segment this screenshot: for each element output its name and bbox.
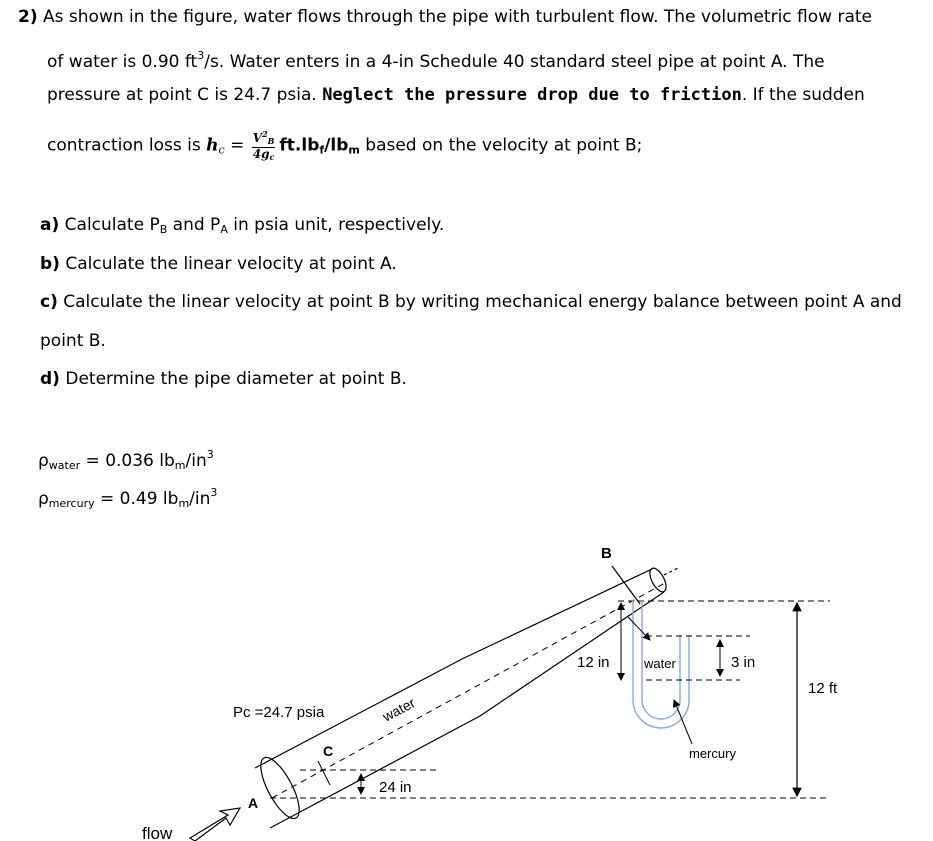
frac-num: V bbox=[252, 131, 263, 145]
question-a-sub1: B bbox=[159, 223, 168, 236]
mercury-density-value: = 0.49 lb bbox=[94, 489, 179, 509]
question-b-text: Calculate the linear velocity at point A. bbox=[59, 254, 397, 274]
problem-text-1: As shown in the figure, water flows through the pipe with turbulent flow. The volumetric flow rate bbox=[43, 7, 872, 27]
frac-num-sup: 2 bbox=[262, 129, 268, 139]
b-pointer-arrow bbox=[628, 617, 650, 640]
pipe-lower-section bbox=[253, 659, 480, 828]
mercury-unit-sup: 3 bbox=[210, 486, 218, 499]
water-density-value: = 0.036 lb bbox=[80, 451, 175, 471]
question-a-label: a) bbox=[40, 215, 60, 235]
pc-label: Pc =24.7 psia bbox=[233, 704, 325, 721]
question-c-label: c) bbox=[40, 292, 58, 312]
problem-text-2b: /s. Water enters in a 4-in Schedule 40 standard steel pipe at point A. The bbox=[204, 52, 825, 72]
problem-text-3-bold: Neglect the pressure drop due to friction bbox=[322, 85, 742, 105]
problem-text-2a: of water is 0.90 ft bbox=[47, 52, 198, 72]
dim-12ft-label: 12 ft bbox=[808, 680, 838, 697]
frac-den: 4g bbox=[252, 147, 270, 161]
problem-text-4b: based on the velocity at point B; bbox=[359, 135, 643, 156]
rho-symbol-water: ρ bbox=[38, 451, 49, 471]
unit-b: /lb bbox=[324, 135, 349, 156]
question-a-pre: Calculate P bbox=[59, 215, 160, 235]
flow-arrow-icon bbox=[190, 808, 240, 841]
hc-sub: c bbox=[218, 143, 225, 157]
question-c-text: Calculate the linear velocity at point B by writing mechanical energy balance between point A and bbox=[57, 292, 902, 312]
frac-den-sub: c bbox=[269, 152, 275, 162]
hc-symbol: h bbox=[206, 135, 219, 156]
mercury-unit-tail: /in bbox=[189, 489, 211, 509]
problem-text-2-sup: 3 bbox=[197, 49, 205, 62]
question-c-text2: point B. bbox=[40, 331, 106, 351]
unit-sub-m: m bbox=[348, 143, 360, 157]
mercury-unit-sub: m bbox=[178, 497, 190, 510]
question-a-sub2: A bbox=[220, 223, 228, 236]
problem-number: 2) bbox=[18, 7, 38, 27]
equals-sign: = bbox=[224, 135, 250, 156]
question-a-mid: and P bbox=[167, 215, 221, 235]
problem-text-4a: contraction loss is bbox=[47, 135, 207, 156]
water-unit-sup: 3 bbox=[206, 448, 214, 461]
dimension-24in bbox=[270, 770, 830, 798]
pipe-water-label: water bbox=[379, 694, 418, 725]
dim-24in-label: 24 in bbox=[379, 779, 412, 796]
unit-a: ft.lb bbox=[279, 135, 320, 156]
question-d-label: d) bbox=[40, 369, 60, 389]
label-a: A bbox=[248, 795, 259, 811]
problem-text-3a: pressure at point C is 24.7 psia. bbox=[47, 85, 323, 105]
manometer-water-label: water bbox=[644, 656, 676, 671]
point-b-cut-line bbox=[612, 566, 640, 604]
question-a-post: in psia unit, respectively. bbox=[227, 215, 445, 235]
pipe-centerline bbox=[272, 583, 665, 798]
question-d-text: Determine the pipe diameter at point B. bbox=[59, 369, 407, 389]
dim-3in-label: 3 in bbox=[731, 654, 756, 671]
flow-label: flow bbox=[142, 824, 173, 841]
mercury-leader-arrow bbox=[674, 700, 692, 744]
problem-text-3b: . If the sudden bbox=[741, 85, 865, 105]
water-unit-tail: /in bbox=[185, 451, 207, 471]
water-unit-sub: m bbox=[174, 459, 186, 472]
dim-12in-label: 12 in bbox=[577, 654, 610, 671]
mercury-label: mercury bbox=[689, 746, 736, 761]
label-c: C bbox=[323, 743, 334, 759]
label-b: B bbox=[601, 545, 612, 562]
point-c-cut-line bbox=[318, 761, 330, 785]
question-b-label: b) bbox=[40, 254, 60, 274]
mercury-sub: mercury bbox=[48, 497, 95, 510]
unit-sub-f: f bbox=[319, 143, 325, 157]
pipe-upper-section bbox=[462, 566, 678, 716]
frac-num-sub: B bbox=[267, 136, 275, 146]
rho-symbol-mercury: ρ bbox=[38, 489, 49, 509]
water-sub: water bbox=[48, 459, 81, 472]
